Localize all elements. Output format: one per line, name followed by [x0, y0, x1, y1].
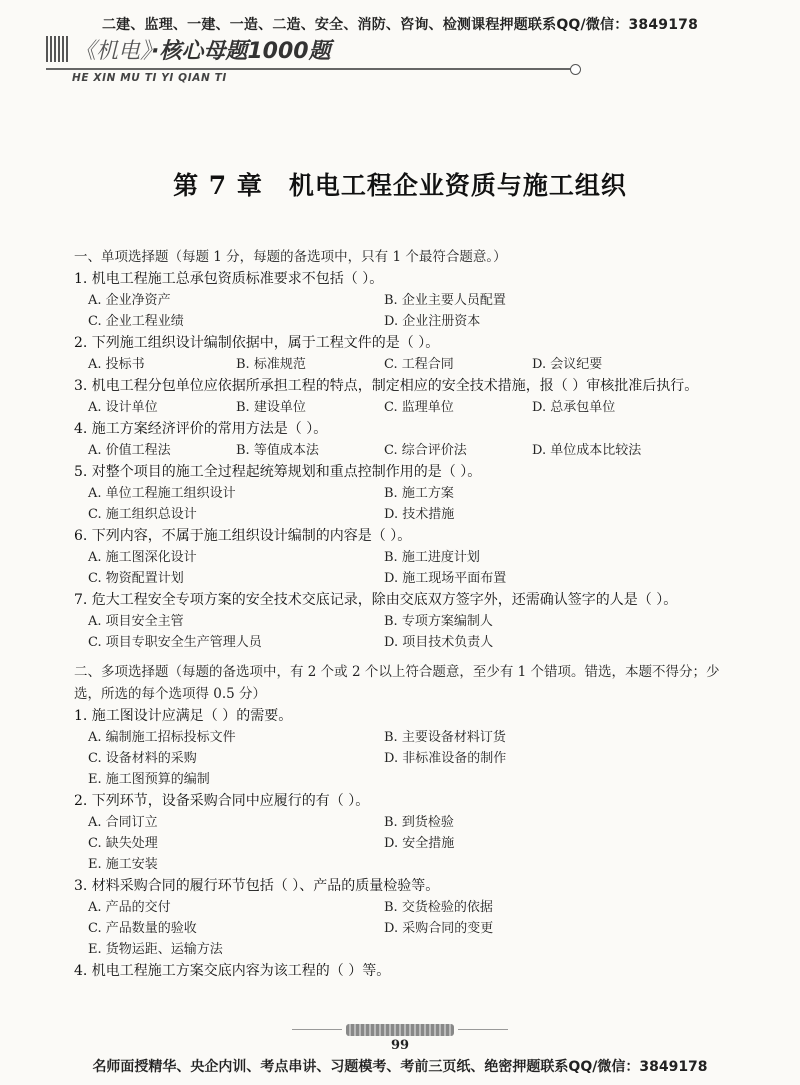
option-list [74, 440, 734, 461]
question-stem: 3. 材料采购合同的履行环节包括（ ）、产品的质量检验等。 [74, 878, 440, 894]
question-stem: 7. 危大工程安全专项方案的安全技术交底记录，除由交底双方签字外，还需确认签字的人是（ ）。 [74, 592, 678, 608]
answer-option: E. 施工图预算的编制 [88, 772, 210, 787]
answer-option: B. 等值成本法 [236, 443, 319, 458]
question-stem: 5. 对整个项目的施工全过程起统筹规划和重点控制作用的是（ ）。 [74, 464, 482, 480]
answer-option: C. 监理单位 [384, 400, 454, 415]
footer-rule-right [458, 1029, 508, 1030]
running-header [46, 32, 586, 92]
answer-option: A. 合同订立 [88, 815, 158, 830]
answer-option: A. 施工图深化设计 [88, 550, 197, 565]
header-dot-decoration [570, 64, 581, 75]
section-gap [74, 653, 734, 659]
section-label: 二、多项选择题 [74, 664, 169, 680]
option-list [74, 547, 734, 589]
answer-option: C. 综合评价法 [384, 443, 467, 458]
question-stem: 2. 下列施工组织设计编制依据中，属于工程文件的是（ ）。 [74, 335, 440, 351]
answer-option: A. 编制施工招标投标文件 [88, 730, 236, 745]
answer-option: B. 施工方案 [384, 486, 454, 501]
question-stem: 3. 机电工程分包单位应依据所承担工程的特点，制定相应的安全技术措施，报（ ）审核批准后执行。 [74, 378, 699, 394]
answer-option: E. 施工安装 [88, 857, 158, 872]
header-title-main: ·核心母题1000题 [151, 39, 331, 64]
answer-option: C. 缺失处理 [88, 836, 158, 851]
bottom-banner: 名师面授精华、央企内训、考点串讲、习题模考、考前三页纸、绝密押题联系QQ/微信：3849178 [92, 1059, 708, 1075]
answer-option: C. 企业工程业绩 [88, 314, 184, 329]
header-title [74, 34, 331, 65]
answer-option: B. 到货检验 [384, 815, 454, 830]
header-title-prefix: 《机电》 [74, 39, 152, 64]
answer-option: D. 会议纪要 [532, 357, 603, 372]
answer-option: A. 项目安全主管 [88, 614, 184, 629]
answer-option: B. 专项方案编制人 [384, 614, 493, 629]
section-note: （每题 1 分，每题的备选项中，只有 1 个最符合题意。） [168, 249, 507, 265]
answer-option: B. 施工进度计划 [384, 550, 480, 565]
answer-option: C. 项目专职安全生产管理人员 [88, 635, 262, 650]
answer-option: E. 货物运距、运输方法 [88, 942, 223, 957]
option-list [74, 354, 734, 375]
answer-option: D. 单位成本比较法 [532, 443, 642, 458]
page-number: 99 [390, 1038, 410, 1053]
question-stem: 4. 机电工程施工方案交底内容为该工程的（ ）等。 [74, 963, 391, 979]
option-list [74, 812, 734, 875]
footer-rule-left [292, 1029, 342, 1030]
question-stem: 2. 下列环节，设备采购合同中应履行的有（ ）。 [74, 793, 370, 809]
option-list [74, 897, 734, 960]
question-stem: 6. 下列内容，不属于施工组织设计编制的内容是（ ）。 [74, 528, 412, 544]
question-stem: 4. 施工方案经济评价的常用方法是（ ）。 [74, 421, 328, 437]
header-subtitle: HE XIN MU TI YI QIAN TI [72, 72, 227, 84]
section-heading [74, 661, 734, 705]
footer-ornament [346, 1024, 454, 1036]
question-content [74, 244, 734, 982]
answer-option: D. 采购合同的变更 [384, 921, 494, 936]
option-list [74, 483, 734, 525]
answer-option: A. 单位工程施工组织设计 [88, 486, 236, 501]
option-list [74, 397, 734, 418]
header-stripes-decoration [46, 36, 68, 62]
answer-option: B. 企业主要人员配置 [384, 293, 506, 308]
page-footer [0, 1018, 800, 1053]
answer-option: B. 主要设备材料订货 [384, 730, 506, 745]
question-stem: 1. 施工图设计应满足（ ）的需要。 [74, 708, 293, 724]
answer-option: A. 投标书 [88, 357, 145, 372]
answer-option: A. 设计单位 [88, 400, 158, 415]
option-list [74, 290, 734, 332]
answer-option: D. 技术措施 [384, 507, 455, 522]
option-list [74, 727, 734, 790]
answer-option: C. 工程合同 [384, 357, 454, 372]
answer-option: D. 企业注册资本 [384, 314, 481, 329]
answer-option: A. 价值工程法 [88, 443, 171, 458]
answer-option: D. 项目技术负责人 [384, 635, 494, 650]
question-stem: 1. 机电工程施工总承包资质标准要求不包括（ ）。 [74, 271, 384, 287]
answer-option: B. 交货检验的依据 [384, 900, 493, 915]
answer-option: C. 物资配置计划 [88, 571, 184, 586]
answer-option: C. 施工组织总设计 [88, 507, 197, 522]
answer-option: C. 设备材料的采购 [88, 751, 197, 766]
section-heading [74, 246, 734, 268]
answer-option: B. 标准规范 [236, 357, 306, 372]
answer-option: D. 安全措施 [384, 836, 455, 851]
answer-option: C. 产品数量的验收 [88, 921, 197, 936]
answer-option: B. 建设单位 [236, 400, 306, 415]
answer-option: A. 企业净资产 [88, 293, 171, 308]
section-note: （每题的备选项中，有 2 个或 2 个以上符合题意，至少有 1 个错项。错选，本题不得分；少选，所选的每个选项得 0.5 分） [74, 664, 720, 702]
answer-option: A. 产品的交付 [88, 900, 171, 915]
answer-option: D. 总承包单位 [532, 400, 616, 415]
header-rule [46, 68, 576, 70]
answer-option: D. 非标准设备的制作 [384, 751, 507, 766]
top-banner: 二建、监理、一建、一造、二造、安全、消防、咨询、检测课程押题联系QQ/微信：3849178 [101, 17, 699, 33]
answer-option: D. 施工现场平面布置 [384, 571, 507, 586]
section-label: 一、单项选择题 [74, 249, 169, 265]
option-list [74, 611, 734, 653]
chapter-title: 第 7 章 机电工程企业资质与施工组织 [173, 171, 627, 200]
